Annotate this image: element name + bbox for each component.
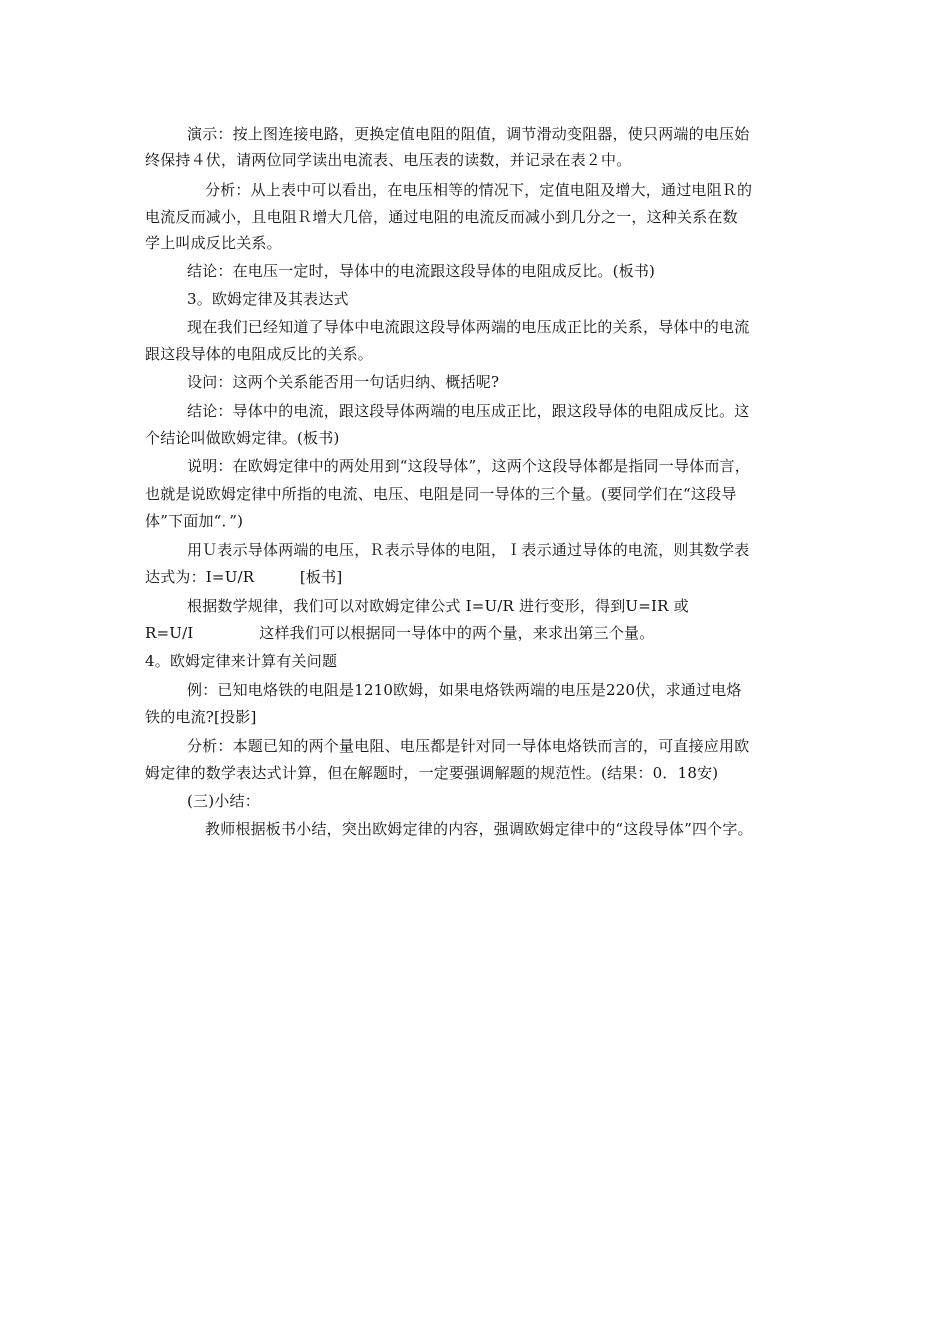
paragraph-example-line-2: 铁的电流?[投影] [145, 708, 257, 726]
paragraph-conclusion-1: 结论：在电压一定时，导体中的电流跟这段导体的电阻成反比。(板书) [187, 262, 656, 280]
paragraph-note-line-3: 体”下面加“．”) [145, 512, 244, 530]
paragraph-example-line-1: 例：已知电烙铁的电阻是1210欧姆，如果电烙铁两端的电压是220伏，求通过电烙 [187, 681, 742, 699]
paragraph-question: 设问：这两个关系能否用一句话归纳、概括呢? [187, 373, 500, 391]
paragraph-intro-line-2: 跟这段导体的电阻成反比的关系。 [145, 345, 374, 363]
paragraph-analysis-line-2: 电流反而减小，且电阻Ｒ增大几倍，通过电阻的电流反而减小到几分之一，这种关系在数 [145, 208, 738, 226]
paragraph-formula-line-2: 达式为：I=U/R [板书] [145, 568, 343, 586]
paragraph-conclusion-2-line-2: 个结论叫做欧姆定律。(板书) [145, 429, 340, 447]
section-heading-3: 3。欧姆定律及其表达式 [187, 290, 349, 308]
paragraph-analysis-line-3: 学上叫成反比关系。 [145, 234, 282, 252]
section-heading-4: 4。欧姆定律来计算有关问题 [145, 652, 338, 670]
paragraph-demo-line-1: 演示：按上图连接电路，更换定值电阻的阻值，调节滑动变阻器，使只两端的电压始 [187, 125, 750, 143]
paragraph-intro-line-1: 现在我们已经知道了导体中电流跟这段导体两端的电压成正比的关系，导体中的电流 [187, 318, 750, 336]
paragraph-demo-line-2: 终保持４伏，请两位同学读出电流表、电压表的读数，并记录在表２中。 [145, 151, 632, 169]
paragraph-solution-line-2: 姆定律的数学表达式计算，但在解题时，一定要强调解题的规范性。(结果：0．18安) [145, 764, 719, 782]
section-heading-summary: (三)小结： [187, 792, 260, 810]
paragraph-note-line-1: 说明：在欧姆定律中的两处用到“这段导体”，这两个这段导体都是指同一导体而言， [187, 457, 750, 475]
paragraph-summary: 教师根据板书小结，突出欧姆定律的内容，强调欧姆定律中的“这段导体”四个字。 [205, 820, 753, 838]
paragraph-solution-line-1: 分析：本题已知的两个量电阻、电压都是针对同一导体电烙铁而言的，可直接应用欧 [187, 737, 750, 755]
paragraph-analysis-line-1: 分析：从上表中可以看出，在电压相等的情况下，定值电阻及增大，通过电阻Ｒ的 [205, 181, 753, 199]
paragraph-transform-line-2: R=U/I 这样我们可以根据同一导体中的两个量，来求出第三个量。 [145, 624, 655, 642]
paragraph-note-line-2: 也就是说欧姆定律中所指的电流、电压、电阻是同一导体的三个量。(要同学们在“这段导 [145, 485, 737, 503]
paragraph-transform-line-1: 根据数学规律，我们可以对欧姆定律公式 I=U/R 进行变形，得到U=IR 或 [187, 597, 689, 615]
paragraph-conclusion-2-line-1: 结论：导体中的电流，跟这段导体两端的电压成正比，跟这段导体的电阻成反比。这 [187, 402, 750, 420]
paragraph-formula-line-1: 用Ｕ表示导体两端的电压，Ｒ表示导体的电阻，Ｉ表示通过导体的电流，则其数学表 [187, 541, 750, 559]
